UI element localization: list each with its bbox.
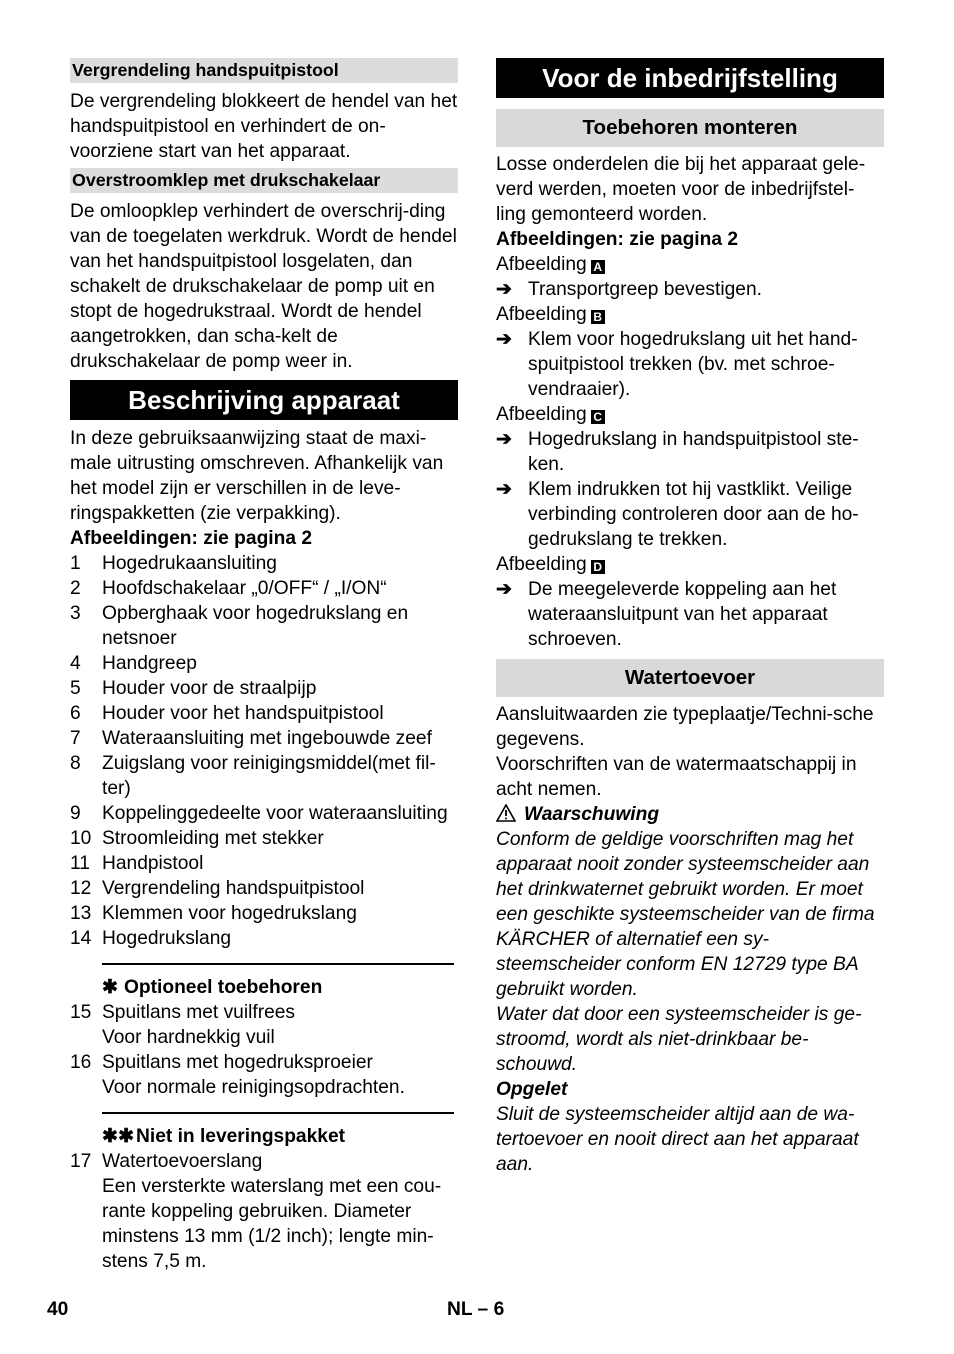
parts-list xyxy=(70,551,458,951)
arrow-icon: ➔ xyxy=(496,429,513,450)
subheading-accessories: Toebehoren monteren xyxy=(496,109,884,147)
star-icon: ✱ xyxy=(102,977,119,998)
figure-b-label: Afbeelding B xyxy=(496,302,884,327)
paragraph-connection: Aansluitwaarden zie typeplaatje/Techni-sche gegevens. xyxy=(496,704,874,750)
item-number: 13 xyxy=(70,903,92,924)
item-number: 4 xyxy=(70,653,81,674)
warning-heading: Waarschuwing xyxy=(496,802,884,827)
list-item xyxy=(70,651,458,676)
list-item xyxy=(70,751,458,801)
left-column xyxy=(70,58,458,1274)
section-title-startup: Voor de inbedrijfstelling xyxy=(496,58,884,98)
item-text: Hogedrukslang xyxy=(102,928,232,949)
item-number: 3 xyxy=(70,603,81,624)
warning-icon xyxy=(496,802,524,827)
arrow-icon: ➔ xyxy=(496,479,513,500)
divider xyxy=(102,963,454,965)
item-number: 6 xyxy=(70,703,81,724)
section-title-description: Beschrijving apparaat xyxy=(70,380,458,420)
figure-a-label: Afbeelding A xyxy=(496,252,884,277)
list-item xyxy=(70,601,458,651)
right-column xyxy=(496,58,884,1177)
arrow-icon: ➔ xyxy=(496,279,513,300)
list-item xyxy=(70,576,458,601)
list-item xyxy=(70,551,458,576)
item-text: Vergrendeling handspuitpistool xyxy=(102,878,365,899)
list-item xyxy=(70,1050,458,1100)
paragraph-regulations: Voorschriften van de watermaatschappij in acht nemen. xyxy=(496,754,857,800)
item-text: Wateraansluiting met ingebouwde zeef xyxy=(102,728,432,749)
paragraph-valve: De omloopklep verhindert de overschrij-ding van de toegelaten werkdruk. Wordt de hendel van het handspuitpistool losgelaten, dan schakelt de drukschakelaar de pomp uit en stopt de hogedrukstraal. Wordt de hendel aangetrokken, dan scha-kelt de drukschakelaar de pomp weer in. xyxy=(70,201,457,372)
list-item xyxy=(70,701,458,726)
figure-a-badge: A xyxy=(591,260,605,274)
figure-b-badge: B xyxy=(591,310,605,324)
item-number: 8 xyxy=(70,753,81,774)
figure-reference: Afbeeldingen: zie pagina 2 xyxy=(496,229,739,250)
page-number: 40 xyxy=(47,1299,69,1320)
item-text: Handgreep xyxy=(102,653,197,674)
step-d: ➔ De meegeleverde koppeling aan het wateraansluitpunt van het apparaat schroeven. xyxy=(496,579,837,650)
item-number: 14 xyxy=(70,928,92,949)
item-text: Opberghaak voor hogedrukslang en netsnoer xyxy=(102,603,409,649)
item-text: Hogedrukaansluiting xyxy=(102,553,277,574)
warning-text-2: Water dat door een systeemscheider is ge-stroomd, wordt als niet-drinkbaar be-schouwd. xyxy=(496,1004,862,1075)
item-text: Houder voor het handspuitpistool xyxy=(102,703,384,724)
figure-c-badge: C xyxy=(591,410,605,424)
item-number: 15 xyxy=(70,1002,92,1023)
item-number: 5 xyxy=(70,678,81,699)
list-item xyxy=(70,851,458,876)
caution-text: Sluit de systeemscheider altijd aan de wa-tertoevoer en nooit direct aan het apparaat aan. xyxy=(496,1104,859,1175)
paragraph-accessories: Losse onderdelen die bij het apparaat gele-verd werden, moeten voor de inbedrijfstel-ling gemonteerd worden. xyxy=(496,154,866,225)
item-number: 11 xyxy=(70,853,90,874)
figure-c-label: Afbeelding C xyxy=(496,402,884,427)
item-text: Stroomleiding met stekker xyxy=(102,828,324,849)
item-number: 12 xyxy=(70,878,92,899)
optional-list xyxy=(70,1000,458,1100)
paragraph-intro: In deze gebruiksaanwijzing staat de maxi-male uitrusting omschreven. Afhankelijk van het model zijn er verschillen in de leve-ringspakketten (zie verpakking). xyxy=(70,428,444,524)
double-star-icon: ✱✱ xyxy=(102,1126,135,1147)
item-number: 10 xyxy=(70,828,92,849)
item-number: 1 xyxy=(70,553,81,574)
list-item xyxy=(70,676,458,701)
item-text: Spuitlans met vuilfrees Voor hardnekkig vuil xyxy=(102,1002,296,1048)
figure-d-badge: D xyxy=(591,560,605,574)
item-text: Handpistool xyxy=(102,853,204,874)
heading-lock: Vergrendeling handspuitpistool xyxy=(70,58,458,83)
caution-heading: Opgelet xyxy=(496,1079,568,1100)
list-item xyxy=(70,1000,458,1050)
not-included-heading: ✱✱Niet in leveringspakket xyxy=(102,1126,346,1147)
step-c2: ➔ Klem indrukken tot hij vastklikt. Veilige verbinding controleren door aan de ho-gedrukslang te trekken. xyxy=(496,479,859,550)
figure-d-label: Afbeelding D xyxy=(496,552,884,577)
list-item xyxy=(70,901,458,926)
item-text: Houder voor de straalpijp xyxy=(102,678,317,699)
item-number: 7 xyxy=(70,728,81,749)
item-number: 16 xyxy=(70,1052,92,1073)
item-text: Koppelinggedeelte voor wateraansluiting xyxy=(102,803,448,824)
list-item xyxy=(70,801,458,826)
subheading-water-supply: Watertoevoer xyxy=(496,659,884,697)
warning-text: Conform de geldige voorschriften mag het apparaat nooit zonder systeemscheider aan het drinkwaternet gebruikt worden. Er moet een geschikte systeemscheider van de firma KÄRCHER of alternatief een sy-steemscheider conform EN 12729 type BA gebruikt worden. xyxy=(496,829,875,1000)
list-item xyxy=(70,876,458,901)
item-text: Klemmen voor hogedrukslang xyxy=(102,903,357,924)
list-item: 17 Watertoevoerslang Een versterkte waterslang met een cou-rante koppeling gebruiken. Diameter minstens 13 mm (1/2 inch); lengte min-stens 7,5 m. xyxy=(70,1151,442,1272)
item-text: Zuigslang voor reinigingsmiddel(met fil-ter) xyxy=(102,753,436,799)
list-item xyxy=(70,726,458,751)
item-number: 2 xyxy=(70,578,81,599)
list-item xyxy=(70,826,458,851)
item-text: Spuitlans met hogedruksproeier Voor normale reinigingsopdrachten. xyxy=(102,1052,405,1098)
optional-heading: ✱ Optioneel toebehoren xyxy=(102,977,323,998)
divider xyxy=(102,1112,454,1114)
figure-reference: Afbeeldingen: zie pagina 2 xyxy=(70,528,313,549)
item-number: 9 xyxy=(70,803,81,824)
heading-valve: Overstroomklep met drukschakelaar xyxy=(70,168,458,193)
arrow-icon: ➔ xyxy=(496,329,513,350)
paragraph-lock: De vergrendeling blokkeert de hendel van het handspuitpistool en verhindert de on-voorziene start van het apparaat. xyxy=(70,91,458,162)
arrow-icon: ➔ xyxy=(496,579,513,600)
step-a: ➔ Transportgreep bevestigen. xyxy=(496,279,762,300)
item-text: Hoofdschakelaar „0/OFF“ / „I/ON“ xyxy=(102,578,387,599)
language-page-label: NL – 6 xyxy=(447,1299,505,1320)
step-b: ➔ Klem voor hogedrukslang uit het hand-spuitpistool trekken (bv. met schroe-vendraaier). xyxy=(496,329,858,400)
step-c1: ➔ Hogedrukslang in handspuitpistool ste-ken. xyxy=(496,429,859,475)
list-item xyxy=(70,926,458,951)
